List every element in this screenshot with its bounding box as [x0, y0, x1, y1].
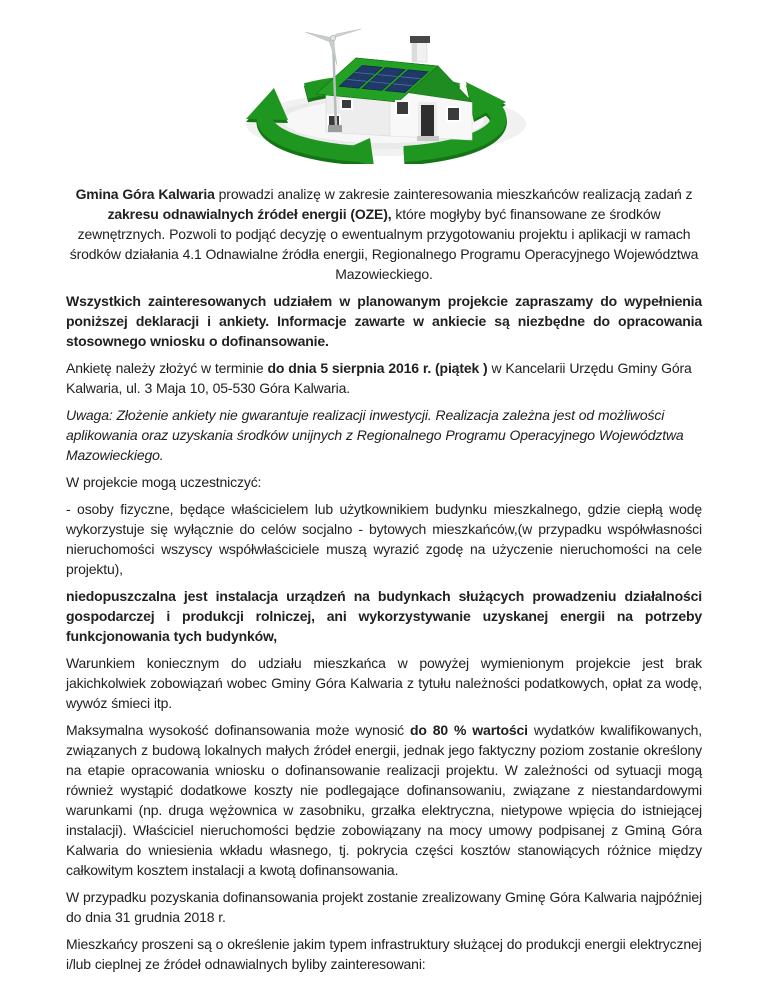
- paragraph: [66, 358, 702, 398]
- text-run: Wszystkich zainteresowanych udziałem w planowanym projekcie zapraszamy do wypełnienia poniższej deklaracji i ankiety. Informacje zawarte w ankiecie są niezbędne do opracowania stosownego wniosku o dofinansowanie.: [66, 293, 702, 349]
- paragraph: [66, 291, 702, 351]
- text-run: które mogłyby być finansowane ze środków zewnętrznych. Pozwoli to podjąć decyzję o ewentualnym przygotowaniu projektu i aplikacji w ramach środków działania 4.1 Odnawialne źródła energii, Regionalnego Programu Operacyjnego Województwa Mazowieckiego.: [69, 206, 699, 282]
- paragraph: [66, 720, 702, 880]
- paragraph: [66, 472, 702, 492]
- paragraph: [66, 184, 702, 284]
- text-run: Ankietę należy złożyć w terminie: [66, 360, 268, 376]
- text-run: do 80 % wartości: [410, 722, 528, 738]
- paragraph: [66, 653, 702, 713]
- text-run: - osoby fizyczne, będące właścicielem lub użytkownikiem budynku mieszkalnego, gdzie ciepłą wodę wykorzystuje się wyłącznie do celów socjalno - bytowych mieszkańców,(w przypadku współwłasności nieruchomości wszyscy współwłaściciele muszą wyrazić zgodę na użyczenie nieruchomości na cele projektu),: [66, 501, 702, 577]
- text-run: w Kancelarii Urzędu Gminy Góra Kalwaria, ul. 3 Maja 10, 05-530 Góra Kalwaria.: [66, 360, 692, 396]
- door-icon: [417, 102, 439, 141]
- text-run: niedopuszczalna jest instalacja urządzeń na budynkach służących prowadzeniu działalności gospodarczej i produkcji rolniczej, ani wykorzystywanie uzyskanej energii na potrzeby funkcjonowania tych budynków,: [66, 588, 702, 644]
- paragraph: [66, 934, 702, 974]
- text-run: Uwaga: Złożenie ankiety nie gwarantuje realizacji inwestycji. Realizacja zależna jest od możliwości aplikowania oraz uzyskania środków unijnych z Regionalnego Programu Operacyjnego Województwa Mazowieckiego.: [66, 407, 684, 463]
- paragraph: [66, 586, 702, 646]
- paragraph: [66, 499, 702, 579]
- text-run: zakresu odnawialnych źródeł energii (OZE),: [107, 206, 392, 222]
- paragraph: [66, 887, 702, 927]
- document-body: [66, 184, 702, 974]
- text-run: Mieszkańcy proszeni są o określenie jakim typem infrastruktury służącej do produkcji energii elektrycznej i/lub cieplnej ze źródeł odnawialnych byliby zainteresowani:: [66, 936, 702, 972]
- paragraph: [66, 405, 702, 465]
- text-run: Maksymalna wysokość dofinansowania może wynosić: [66, 722, 411, 738]
- text-run: Warunkiem koniecznym do udziału mieszkańca w powyżej wymienionym projekcie jest brak jakichkolwiek zobowiązań wobec Gminy Góra Kalwaria z tytułu należności podatkowych, opłat za wodę, wywóz śmieci itp.: [66, 655, 702, 711]
- eco-house-illustration-icon: [234, 24, 534, 164]
- text-run: Gmina Góra Kalwaria: [75, 186, 215, 202]
- hero-image: [234, 24, 534, 164]
- text-run: prowadzi analizę w zakresie zainteresowania mieszkańców realizacją zadań z: [214, 186, 693, 202]
- text-run: do dnia 5 sierpnia 2016 r. (piątek ): [267, 360, 488, 376]
- chimney-icon: [410, 36, 430, 62]
- text-run: W przypadku pozyskania dofinansowania projekt zostanie zrealizowany Gminę Góra Kalwaria najpóźniej do dnia 31 grudnia 2018 r.: [66, 889, 702, 925]
- text-run: W projekcie mogą uczestniczyć:: [66, 474, 262, 490]
- text-run: wydatków kwalifikowanych, związanych z budową lokalnych małych źródeł energii, jednak jego faktyczny poziom zostanie określony na etapie opracowania wniosku o dofinansowanie realizacji projektu. W zależności od sytuacji mogą również wystąpić dodatkowe koszty nie podlegające dofinansowaniu, związane z niestandardowymi warunkami (np. druga wężownica w zasobniku, grzałka elektryczna, nietypowe wpięcia do istniejącej instalacji). Właściciel nieruchomości będzie zobowiązany na mocy umowy podpisanej z Gminą Góra Kalwaria do wniesienia wkładu własnego, tj. pokrycia części kosztów stanowiących różnice między całkowitym kosztem instalacji a kwotą dofinansowania.: [66, 722, 703, 878]
